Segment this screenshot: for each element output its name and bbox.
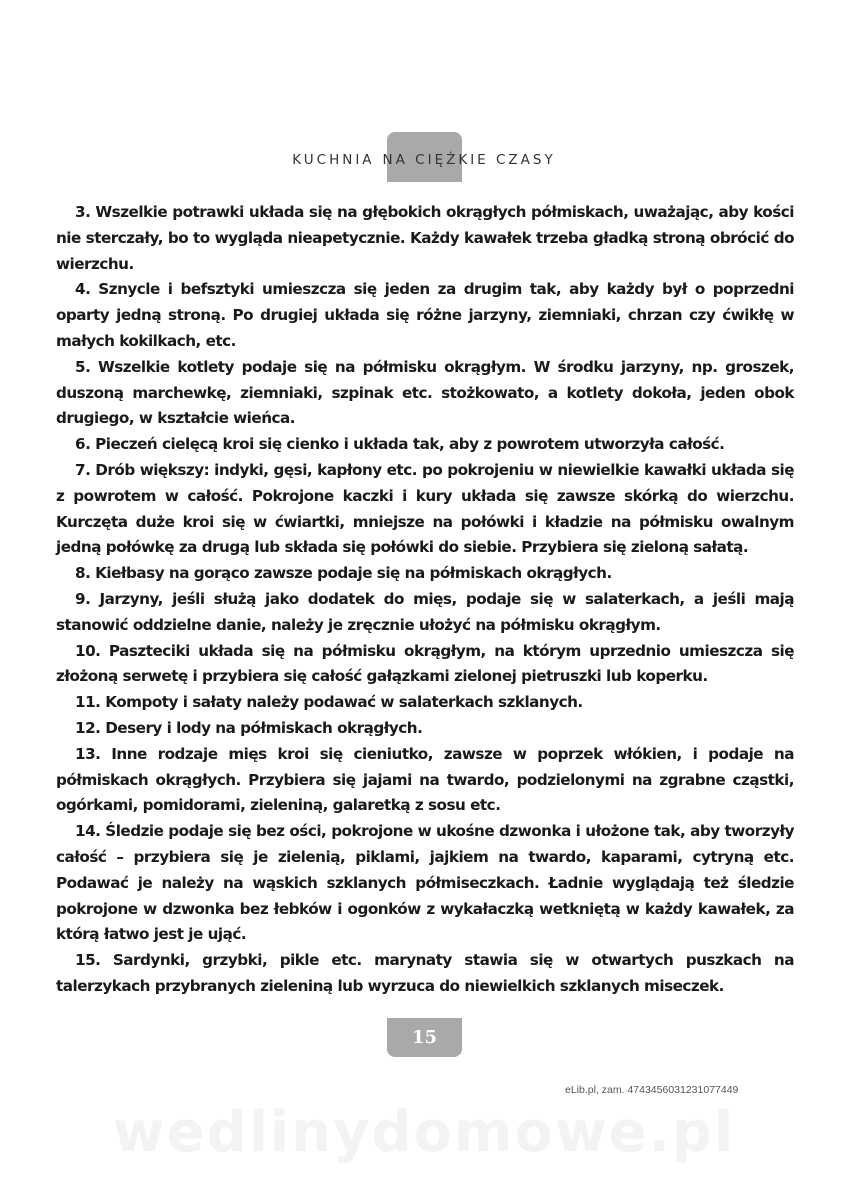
paragraph-8: 8. Kiełbasy na gorąco zawsze podaje się na półmiskach okrągłych. — [75, 564, 612, 583]
running-head-part2: NA CIĘŻKIE CZASY — [382, 152, 556, 168]
paragraph-14: 14. Śledzie podaje się bez ości, pokrojone w ukośne dzwonka i ułożone tak, aby tworzyły całość – przybiera się je zielenią, piklami, jajkiem na twardo, kaparami, cytryną etc. Podawać je należy na wąskich szklanych półmiseczkach. Ładnie wyglądają też śledzie pokrojone w dzwonka bez łebków i ogonków z wykałaczką wetkniętą w każdy kawałek, za którą łatwo jest je ująć. — [56, 822, 794, 944]
paragraph-10: 10. Paszteciki układa się na półmisku okrągłym, na którym uprzednio umieszcza się złożoną serwetę i przybiera się całość gałązkami zielonej pietruszki lub koperku. — [56, 641, 794, 686]
paragraph-6: 6. Pieczeń cielęcą kroi się cienko i układa tak, aby z powrotem utworzyła całość. — [75, 435, 725, 454]
paragraph-5: 5. Wszelkie kotlety podaje się na półmisku okrągłym. W środku jarzyny, np. groszek, duszoną marchewkę, ziemniaki, szpinak etc. stożkowato, a kotlety dokoła, jeden obok drugiego, w kształcie wieńca. — [56, 357, 794, 428]
page-number: 15 — [411, 1027, 438, 1048]
running-head — [0, 152, 848, 168]
paragraph-12: 12. Desery i lody na półmiskach okrągłych. — [75, 718, 423, 737]
paragraph-9: 9. Jarzyny, jeśli służą jako dodatek do mięs, podaje się w salaterkach, a jeśli mają stanowić oddzielne danie, należy je zręcznie ułożyć na półmisku okrągłym. — [56, 589, 794, 634]
paragraph-15: 15. Sardynki, grzybki, pikle etc. marynaty stawia się w otwartych puszkach na talerzykach przybranych zieleniną lub wyrzuca do niewielkich szklanych miseczek. — [56, 951, 794, 995]
paragraph-13: 13. Inne rodzaje mięs kroi się cieniutko, zawsze w poprzek włókien, i podaje na półmiskach okrągłych. Przybiera się jajami na twardo, podzielonymi na zgrabne cząstki, ogórkami, pomidorami, zieleniną, galaretką z sosu etc. — [56, 744, 794, 815]
elib-order-id: eLib.pl, zam. 4743456031231077449 — [565, 1084, 739, 1096]
paragraph-3: 3. Wszelkie potrawki układa się na głębokich okrągłych półmiskach, uważając, aby kości nie sterczały, bo to wygląda nieapetycznie. Każdy kawałek trzeba gładką stroną obrócić do wierzchu. — [56, 203, 794, 273]
paragraph-4: 4. Sznycle i befsztyki umieszcza się jeden za drugim tak, aby każdy był o poprzedni oparty jedną stroną. Po drugiej układa się różne jarzyny, ziemniaki, chrzan czy ćwikłę w małych kokilkach, etc. — [56, 280, 794, 350]
paragraph-11: 11. Kompoty i sałaty należy podawać w salaterkach szklanych. — [75, 693, 583, 712]
paragraph-7: 7. Drób większy: indyki, gęsi, kapłony etc. po pokrojeniu w niewielkie kawałki układa się z powrotem w całość. Pokrojone kaczki i kury układa się zawsze skórką do wierzchu. Kurczęta duże kroi się w ćwiartki, mniejsze na połówki i kładzie na półmisku owalnym jedną połówkę za drugą lub składa się połówki do siebie. Przybiera się zieloną sałatą. — [56, 460, 794, 557]
body-text — [56, 200, 794, 1000]
watermark: wedlinydomowe.pl — [112, 1100, 736, 1165]
running-head-part1: KUCHNIA — [292, 152, 375, 168]
